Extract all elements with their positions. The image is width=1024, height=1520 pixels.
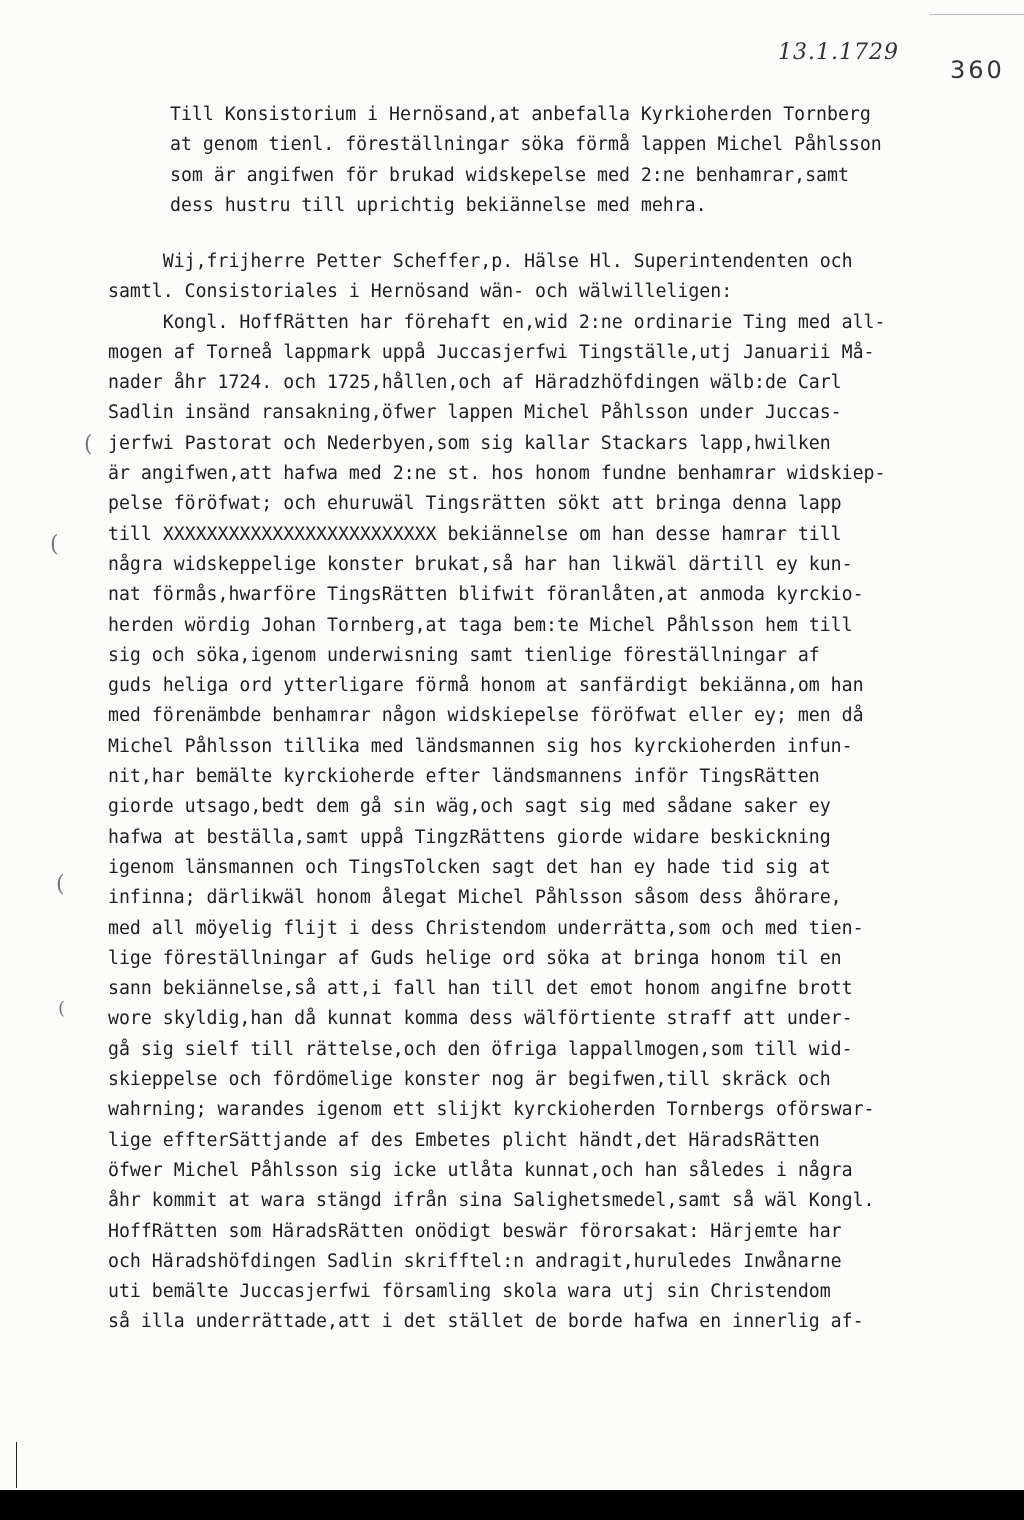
margin-mark: ( xyxy=(56,872,65,897)
left-margin-tick xyxy=(16,1442,17,1488)
handwritten-date: 13.1.1729 xyxy=(778,40,899,65)
top-rule xyxy=(930,14,1024,15)
letter-body: Wij,frijherre Petter Scheffer,p. Hälse Hl. Superintendenten och samtl. Consistoriales i Hernösand wän- och wälwilleligen: Kongl. HoffRätten har förehaft en,wid 2:ne ordinarie Ting med all- mogen af Torneå lappmark uppå Juccasjerfwi Tingställe,utj Januarii Må- nader åhr 1724. och 1725,hållen,och af Häradzhöfdingen wälb:de Carl Sadlin insänd ransakning,öfwer lappen Michel Påhlsson under Juccas- jerfwi Pastorat och Nederbyen,som sig kallar Stackars lapp,hwilken är angifwen,att hafwa med 2:ne st. hos honom fundne benhamrar widskiep- pelse föröfwat; och ehuruwäl Tingsrätten sökt att bringa denna lapp till XXXXXXXXXXXXXXXXXXXXXXXXX bekiännelse om han desse hamrar till några widskeppelige konster brukat,så har han likwäl därtill ey kun- nat förmås,hwarföre TingsRätten blifwit föranlåten,at anmoda kyrckio- herden wördig Johan Tornberg,at taga bem:te Michel Påhlsson hem till sig och söka,igenom underwisning samt tienlige föreställningar af guds heliga ord ytterligare förmå honom at sanfärdigt bekiänna,om han med förenämbde benhamrar någon widskiepelse föröfwat eller ey; men då Michel Påhlsson tillika med ländsmannen sig hos kyrckioherden infun- nit,har bemälte kyrckioherde efter ländsmannens inför TingsRätten giorde utsago,bedt dem gå sin wäg,och sagt sig med sådane saker ey hafwa at beställa,samt uppå TingzRättens giorde widare beskickning igenom länsmannen och TingsTolcken sagt det han ey hade tid sig at infinna; därlikwäl honom ålegat Michel Påhlsson såsom dess åhörare, med all möyelig flijt i dess Christendom underrätta,som och med tien- lige föreställningar af Guds helige ord söka at bringa honom til en sann bekiännelse,så att,i fall han till det emot honom angifne brott wore skyldig,han då kunnat komma dess wälförtiente straff att under- gå sig sielf till rättelse,och den öfriga lappallmogen,som till wid- skieppelse och fördömelige konster nog är begifwen,till skräck och wahrning; warandes igenom ett slijkt kyrckioherden Tornbergs oförswar- lige effterSättjande af des Embetes plicht händt,det HäradsRätten öfwer Michel Påhlsson sig icke utlåta kunnat,och han således i några åhr kommit at wara stängd ifrån sina Salighetsmedel,samt så wäl Kongl. HoffRätten som HäradsRätten onödigt beswär förorsakat: Härjemte har och Häradshöfdingen Sadlin skrifftel:n andragit,huruledes Inwånarne uti bemälte Juccasjerfwi församling skola wara utj sin Christendom så illa underrättade,att i det stället de borde hafwa en innerlig af- xyxy=(108,251,886,1333)
scan-border xyxy=(0,1490,1024,1520)
margin-mark: ( xyxy=(50,532,59,557)
page-number: 360 xyxy=(950,56,1005,84)
margin-mark: ( xyxy=(58,998,66,1019)
letter-heading: Till Konsistorium i Hernösand,at anbefalla Kyrkioherden Tornberg at genom tienl. föreställningar söka förmå lappen Michel Påhlsson som är angifwen för brukad widskepelse med 2:ne benhamrar,samt dess hustru till uprichtig bekiännelse med mehra. xyxy=(170,104,882,216)
margin-mark: ( xyxy=(84,432,93,457)
